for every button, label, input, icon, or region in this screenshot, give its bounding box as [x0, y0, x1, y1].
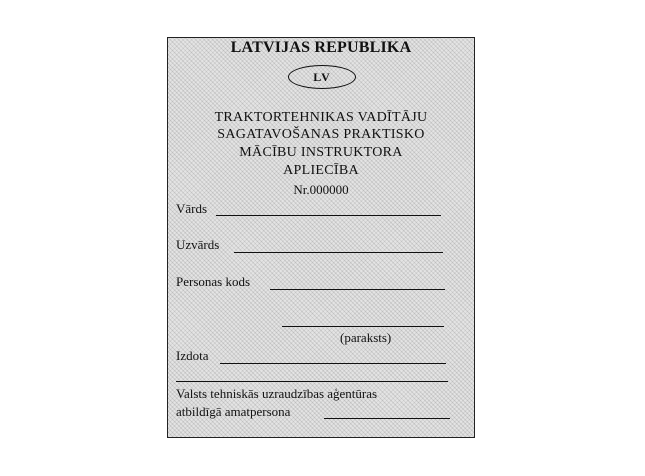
blank-line [176, 381, 448, 382]
agency-label-line-2: atbildīgā amatpersona [176, 404, 291, 419]
lv-emblem-oval: LV [288, 65, 356, 89]
signature-caption: (paraksts) [340, 330, 392, 345]
agency-official-line [324, 418, 450, 419]
certificate-card [167, 37, 475, 438]
surname-label: Uzvārds [176, 237, 220, 252]
issued-label: Izdota [176, 348, 209, 363]
personal-code-label: Personas kods [176, 274, 251, 289]
certificate-title-line-4: APLIECĪBA [283, 163, 359, 178]
certificate-title-line-2: SAGATAVOŠANAS PRAKTISKO [217, 127, 425, 142]
certificate-title-line-1: TRAKTORTEHNIKAS VADĪTĀJU [214, 110, 428, 125]
certificate-title-line-3: MĀCĪBU INSTRUKTORA [239, 145, 403, 160]
signature-line [282, 326, 444, 327]
personal-code-line [270, 289, 445, 290]
name-label: Vārds [176, 201, 208, 216]
certificate-number: Nr.000000 [293, 182, 349, 197]
republic-title: LATVIJAS REPUBLIKA [230, 39, 412, 56]
surname-line [234, 252, 443, 253]
issued-line [220, 363, 446, 364]
agency-label-line-1: Valsts tehniskās uzraudzības aģentūras [176, 386, 378, 401]
name-line [216, 215, 441, 216]
